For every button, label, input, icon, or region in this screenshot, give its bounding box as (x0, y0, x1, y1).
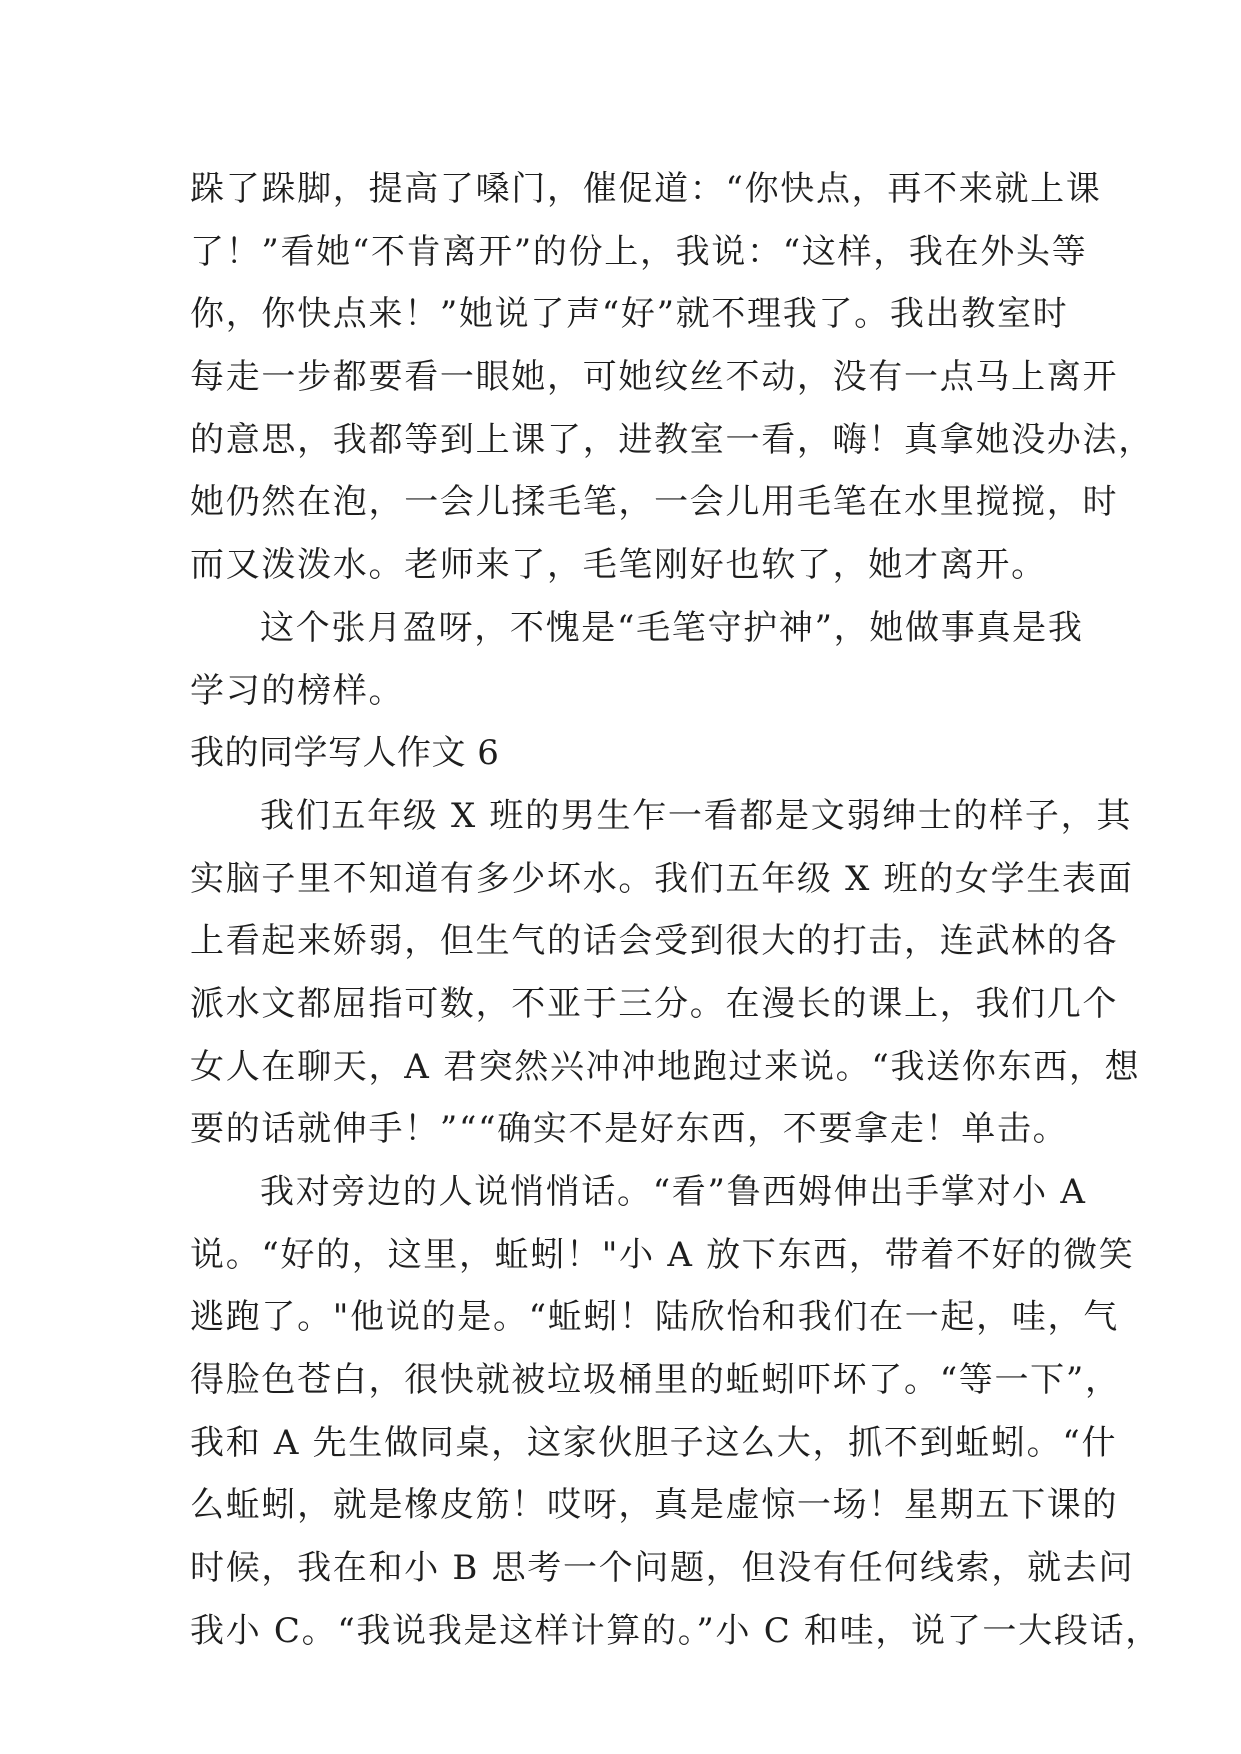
text-line: 要的话就伸手！”““确实不是好东西，不要拿走！单击。 (190, 1109, 1069, 1150)
paragraph (190, 785, 1141, 1161)
text-line: 的意思，我都等到上课了，进教室一看，嗨！真拿她没办法， (190, 419, 1154, 460)
text-line: 说。“好的，这里，蚯蚓！"小 A 放下东西，带着不好的微笑 (190, 1234, 1135, 1275)
paragraph (190, 158, 1154, 597)
text-line: 得脸色苍白，很快就被垃圾桶里的蚯蚓吓坏了。“等一下”， (190, 1360, 1121, 1401)
text-line: 了！”看她“不肯离开”的份上，我说：“这样，我在外头等 (190, 231, 1088, 272)
text-line: 而又泼泼水。老师来了，毛笔刚好也软了，她才离开。 (190, 545, 1047, 586)
paragraph (190, 1161, 1161, 1663)
text-line: 实脑子里不知道有多少坏水。我们五年级 X 班的女学生表面 (190, 858, 1134, 899)
text-line: 我们五年级 X 班的男生乍一看都是文弱绅士的样子，其 (260, 795, 1133, 836)
text-line: 她仍然在泡，一会儿揉毛笔，一会儿用毛笔在水里搅搅，时 (190, 482, 1119, 523)
document-body (190, 158, 1161, 1663)
text-line: 上看起来娇弱，但生气的话会受到很大的打击，连武林的各 (190, 921, 1119, 962)
text-line: 每走一步都要看一眼她，可她纹丝不动，没有一点马上离开 (190, 357, 1119, 398)
text-line: 女人在聊天，A 君突然兴冲冲地跑过来说。“我送你东西，想 (190, 1046, 1141, 1087)
paragraph (190, 597, 1084, 722)
text-line: 派水文都屈指可数，不亚于三分。在漫长的课上，我们几个 (190, 983, 1119, 1024)
text-line: 我和 A 先生做同桌，这家伙胆子这么大，抓不到蚯蚓。“什 (190, 1422, 1118, 1463)
text-line: 么蚯蚓，就是橡皮筋！哎呀，真是虚惊一场！星期五下课的 (190, 1485, 1119, 1526)
text-line: 你，你快点来！”她说了声“好”就不理我了。我出教室时 (190, 294, 1069, 335)
text-line: 我小 C。“我说我是这样计算的。”小 C 和哇，说了一大段话， (190, 1610, 1161, 1651)
text-line: 逃跑了。"他说的是。“蚯蚓！陆欣怡和我们在一起，哇，气 (190, 1297, 1119, 1338)
text-line: 时候，我在和小 B 思考一个问题，但没有任何线索，就去问 (190, 1548, 1135, 1589)
text-line: 这个张月盈呀，不愧是“毛笔守护神”，她做事真是我 (260, 607, 1084, 648)
heading-text: 我的同学写人作文 6 (190, 733, 500, 774)
text-line: 跺了跺脚，提高了嗓门，催促道：“你快点，再不来就上课 (190, 169, 1102, 209)
text-line: 学习的榜样。 (190, 670, 405, 711)
section-heading (190, 722, 1060, 785)
text-line: 我对旁边的人说悄悄话。“看”鲁西姆伸出手掌对小 A (260, 1172, 1087, 1212)
